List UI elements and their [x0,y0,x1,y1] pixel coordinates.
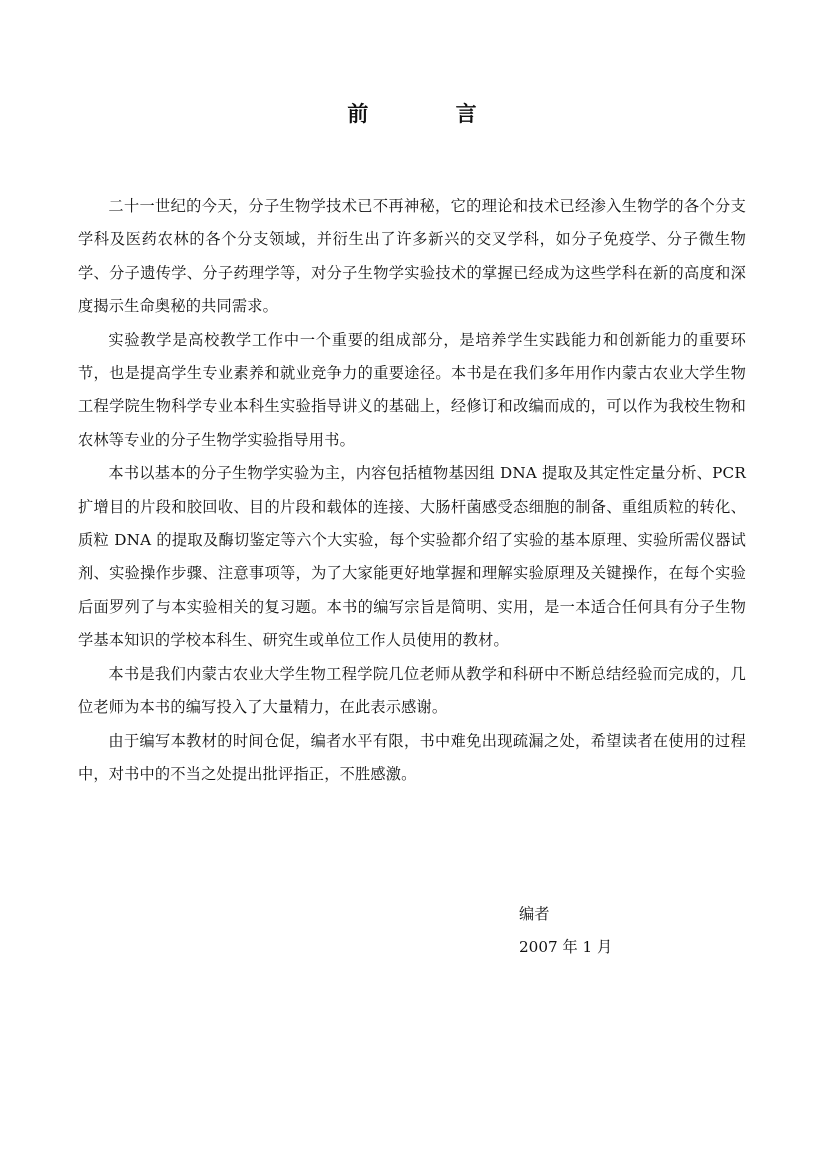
signoff-date: 2007 年 1 月 [519,938,613,957]
signoff [519,898,612,965]
preface-body [78,190,746,791]
paragraph-5: 由于编写本教材的时间仓促，编者水平有限，书中难免出现疏漏之处，希望读者在使用的过程中，对书中的不当之处提出批评指正，不胜感激。 [78,731,746,783]
page-title: 前 言 [347,101,517,126]
paragraph-3: 本书以基本的分子生物学实验为主，内容包括植物基因组 DNA 提取及其定性定量分析、PCR 扩增目的片段和胶回收、目的片段和载体的连接、大肠杆菌感受态细胞的制备、重组质粒的转化、质粒 DNA 的提取及酶切鉴定等六个大实验，每个实验都介绍了实验的基本原理、实验所需仪器试剂、实验操作步骤、注意事项等，为了大家能更好地掌握和理解实验原理及关键操作，在每个实验后面罗列了与本实验相关的复习题。本书的编写宗旨是简明、实用，是一本适合任何具有分子生物学基本知识的学校本科生、研究生或单位工作人员使用的教材。 [78,464,746,650]
signoff-author: 编者 [519,905,550,923]
paragraph-4: 本书是我们内蒙古农业大学生物工程学院几位老师从教学和科研中不断总结经验而完成的，几位老师为本书的编写投入了大量精力，在此表示感谢。 [78,664,746,717]
paragraph-2: 实验教学是高校教学工作中一个重要的组成部分，是培养学生实践能力和创新能力的重要环节，也是提高学生专业素养和就业竞争力的重要途径。本书是在我们多年用作内蒙古农业大学生物工程学院生物科学专业本科生实验指导讲义的基础上，经修订和改编而成的，可以作为我校生物和农林等专业的分子生物学实验指导用书。 [78,330,746,449]
paragraph-1: 二十一世纪的今天，分子生物学技术已不再神秘，它的理论和技术已经渗入生物学的各个分支学科及医药农林的各个分支领域，并衍生出了许多新兴的交叉学科，如分子免疫学、分子微生物学、分子遗传学、分子药理学等，对分子生物学实验技术的掌握已经成为这些学科在新的高度和深度揭示生命奥秘的共同需求。 [78,197,746,316]
